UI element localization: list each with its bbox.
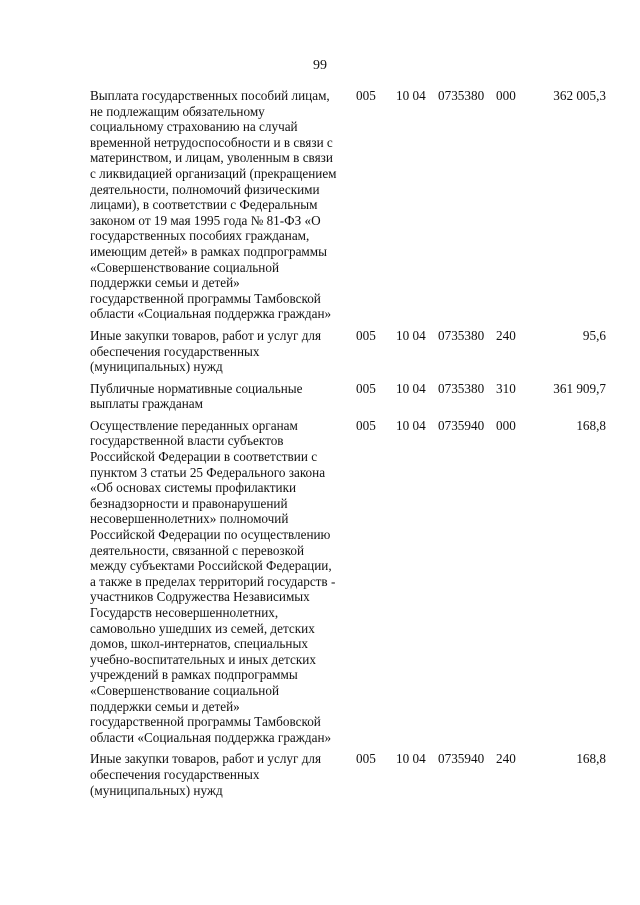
row-target-code: 0735940 [438, 751, 485, 767]
row-expense-type: 000 [496, 88, 516, 103]
row-admin-code: 005 [356, 751, 376, 767]
table-row [90, 418, 606, 745]
row-amount: 95,6 [582, 327, 606, 343]
table-row [90, 381, 606, 412]
row-section-code: 10 04 [396, 417, 426, 433]
row-amount: 361 909,7 [553, 380, 606, 396]
row-admin-code: 005 [356, 88, 376, 103]
table-row [90, 88, 606, 322]
table-row [90, 751, 606, 798]
budget-table [90, 88, 606, 804]
row-description: Осуществление переданных органам государственной власти субъектов Российской Федерации в соответствии с пунктом 3 статьи 25 Федерального закона «Об основах системы профилактики безнадзорности и правонарушений несовершеннолетних» полномочий Российской Федерации по осуществлению деятельности, связанной с перевозкой между субъектами Российской Федерации, а также в пределах территорий государств - участников Содружества Независимых Государств несовершеннолетних, самовольно ушедших из семей, детских домов, школ-интернатов, специальных учебно-воспитательных и иных детских учреждений в рамках подпрограммы «Совершенствование социальной поддержки семьи и детей» государственной программы Тамбовской области «Социальная поддержка граждан» [90, 417, 336, 745]
row-expense-type: 240 [496, 751, 516, 767]
row-target-code: 0735380 [438, 88, 485, 103]
row-description: Иные закупки товаров, работ и услуг для обеспечения государственных (муниципальных) нужд [90, 327, 322, 375]
page-number: 99 [313, 58, 327, 73]
row-admin-code: 005 [356, 327, 376, 343]
row-admin-code: 005 [356, 380, 376, 396]
row-target-code: 0735940 [438, 417, 485, 433]
row-admin-code: 005 [356, 417, 376, 433]
row-section-code: 10 04 [396, 751, 426, 767]
row-target-code: 0735380 [438, 380, 485, 396]
table-row [90, 328, 606, 375]
row-description: Иные закупки товаров, работ и услуг для обеспечения государственных (муниципальных) нужд [90, 751, 322, 798]
row-amount: 168,8 [576, 751, 606, 767]
row-expense-type: 240 [496, 327, 516, 343]
row-section-code: 10 04 [396, 88, 426, 103]
row-section-code: 10 04 [396, 327, 426, 343]
row-description: Выплата государственных пособий лицам, не подлежащим обязательному социальному страхованию на случай временной нетрудоспособности и в связи с материнством, и лицам, уволенным в связи с ликвидацией организаций (прекращением деятельности, полномочий физическими лицами), в соответствии с Федеральным законом от 19 мая 1995 года № 81-ФЗ «О государственных пособиях гражданам, имеющим детей» в рамках подпрограммы «Совершенствование социальной поддержки семьи и детей» государственной программы Тамбовской области «Социальная поддержка граждан» [90, 88, 337, 322]
row-expense-type: 000 [496, 417, 516, 433]
row-amount: 362 005,3 [553, 88, 606, 103]
row-section-code: 10 04 [396, 380, 426, 396]
row-description: Публичные нормативные социальные выплаты гражданам [90, 380, 303, 412]
row-expense-type: 310 [496, 380, 516, 396]
row-target-code: 0735380 [438, 327, 485, 343]
row-amount: 168,8 [576, 417, 606, 433]
